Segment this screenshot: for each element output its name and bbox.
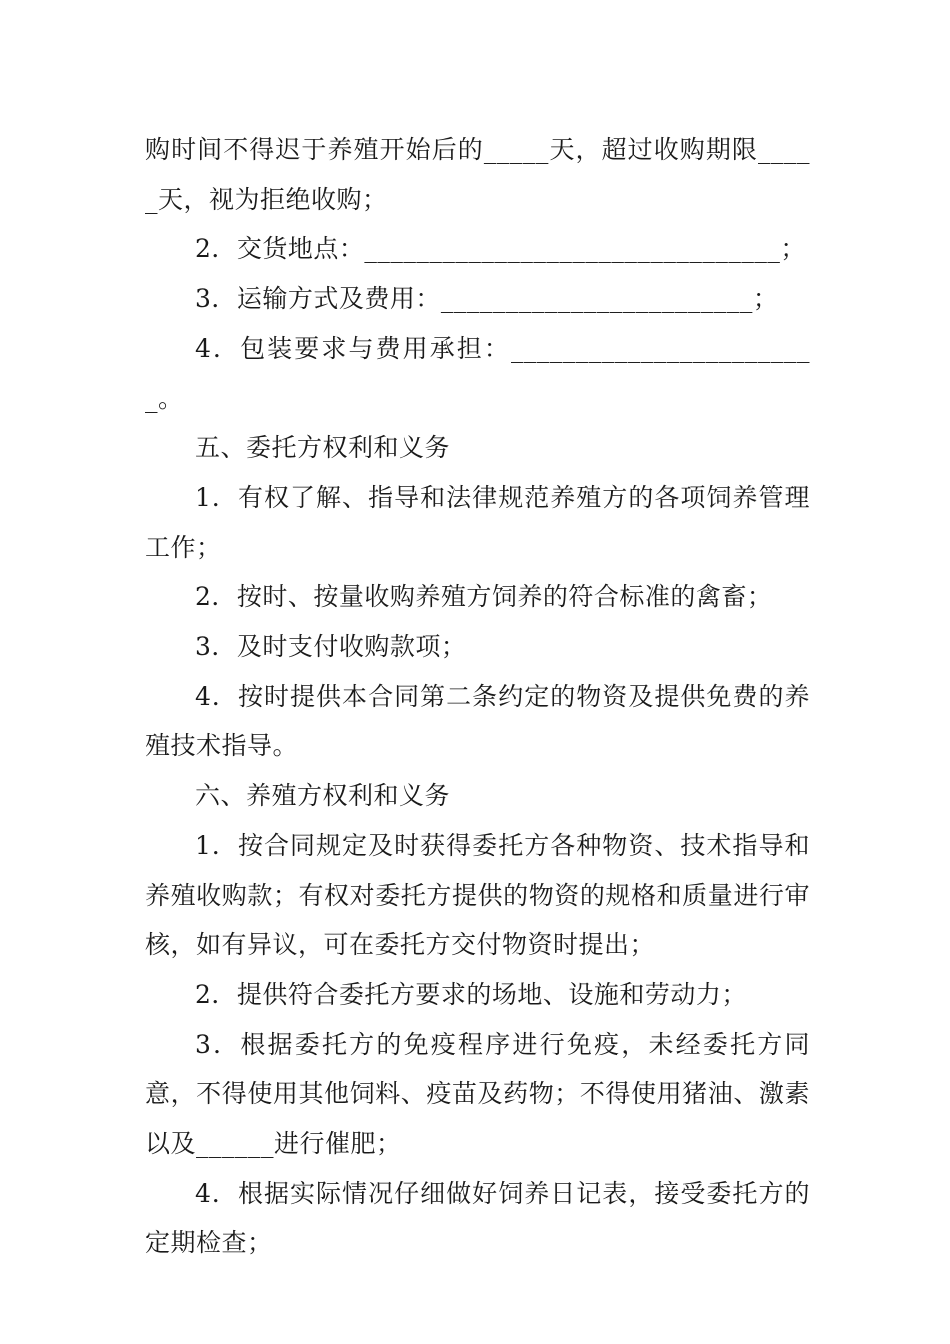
paragraph-packaging: 4．包装要求与费用承担：________________________。 xyxy=(145,333,810,413)
paragraph-client-item-2: 2．按时、按量收购养殖方饲养的符合标准的禽畜； xyxy=(195,582,773,612)
paragraph-purchase-deadline: 购时间不得迟于养殖开始后的_____天，超过收购期限_____天，视为拒绝收购； xyxy=(145,135,810,214)
section-heading-breeder-rights: 六、养殖方权利和义务 xyxy=(195,781,451,811)
paragraph-client-item-1: 1．有权了解、指导和法律规范养殖方的各项饲养管理工作； xyxy=(145,482,810,562)
section-heading-client-rights: 五、委托方权利和义务 xyxy=(195,433,451,463)
paragraph-breeder-item-2: 2．提供符合委托方要求的场地、设施和劳动力； xyxy=(195,979,747,1009)
paragraph-breeder-item-3: 3．根据委托方的免疫程序进行免疫，未经委托方同意，不得使用其他饲料、疫苗及药物；不得使用猪油、激素以及______进行催肥； xyxy=(145,1029,810,1159)
paragraph-client-item-3: 3．及时支付收购款项； xyxy=(195,632,467,662)
paragraph-client-item-4: 4．按时提供本合同第二条约定的物资及提供免费的养殖技术指导。 xyxy=(145,681,810,761)
paragraph-transport-method: 3．运输方式及费用：________________________； xyxy=(195,284,779,314)
paragraph-delivery-location: 2．交货地点：________________________________； xyxy=(195,234,806,264)
paragraph-breeder-item-4: 4．根据实际情况仔细做好饲养日记表，接受委托方的定期检查； xyxy=(145,1178,810,1258)
document-body xyxy=(145,125,810,1268)
paragraph-breeder-item-1: 1．按合同规定及时获得委托方各种物资、技术指导和养殖收购款；有权对委托方提供的物资的规格和质量进行审核，如有异议，可在委托方交付物资时提出； xyxy=(145,830,810,960)
